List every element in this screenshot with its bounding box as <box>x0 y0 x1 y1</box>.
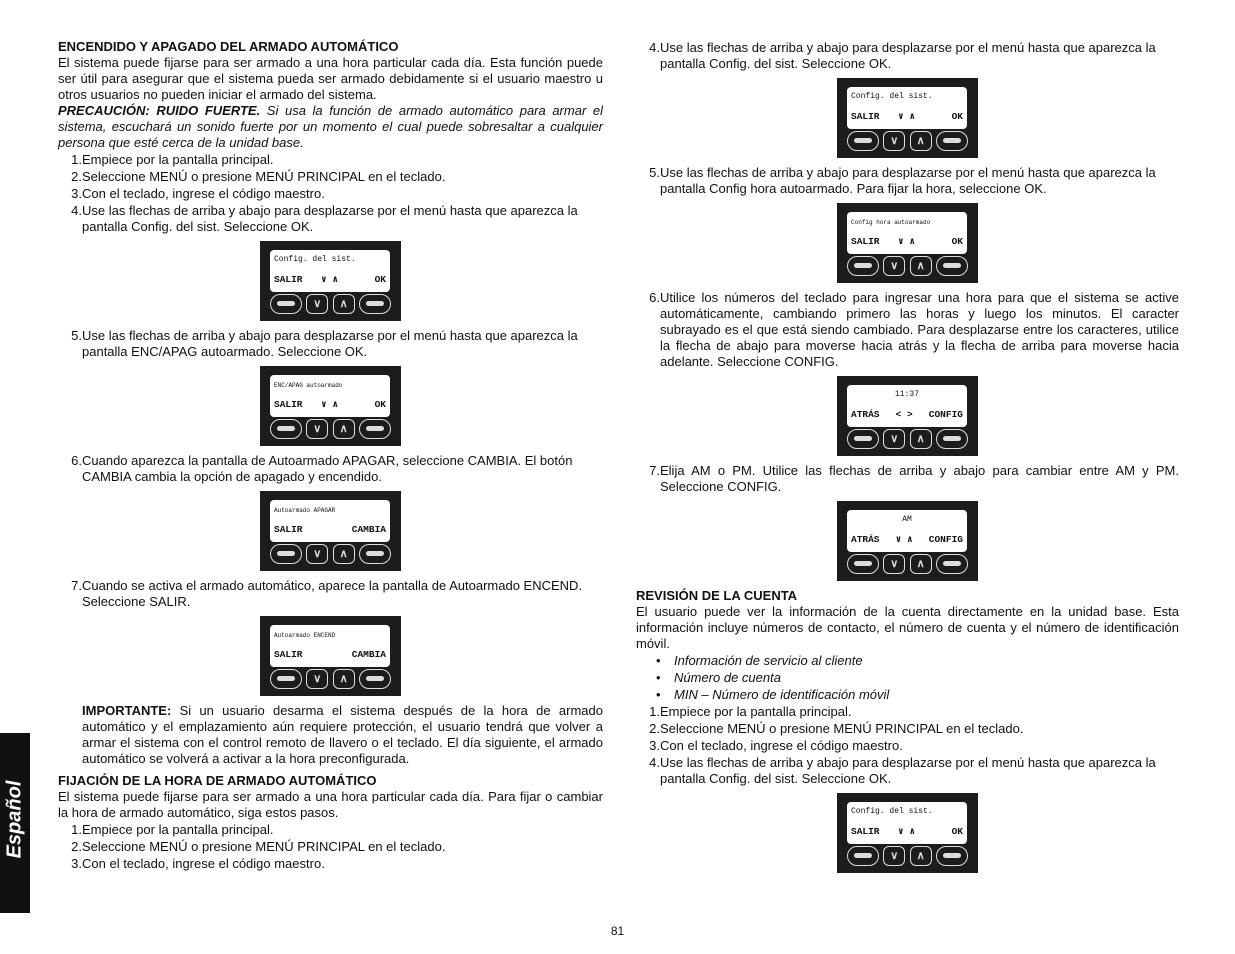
down-arrow-icon <box>306 669 328 689</box>
list-item <box>636 704 1179 720</box>
list-item <box>58 169 603 185</box>
lcd-line-1: Config. del sist. <box>851 92 933 101</box>
lcd-screen <box>847 212 967 254</box>
section-title-account-review: REVISIÓN DE LA CUENTA <box>636 588 798 603</box>
list-item <box>58 152 603 168</box>
lcd-line-1: Config. del sist. <box>851 807 933 816</box>
lcd-line-1: 11:37 <box>894 390 919 399</box>
list-item <box>58 578 603 610</box>
down-glyph: ∨ <box>313 423 322 435</box>
list-item <box>58 186 603 202</box>
lcd-arrows: ∨ ∧ <box>895 534 913 545</box>
lcd-line-1: Autoarmado ENCEND <box>274 632 336 639</box>
bullet-text: MIN – Número de identificación móvil <box>674 687 890 702</box>
up-arrow-icon <box>910 429 932 449</box>
lcd-arrows: < > <box>895 409 913 420</box>
list-item <box>58 328 603 360</box>
lcd-screen <box>847 802 967 844</box>
list-item <box>58 822 603 838</box>
bullet-text: Información de servicio al cliente <box>674 653 863 668</box>
lcd-line-2 <box>851 111 963 122</box>
right-softkey-icon <box>936 429 968 449</box>
down-arrow-icon <box>306 544 328 564</box>
down-glyph: ∨ <box>313 673 322 685</box>
step-text: Use las flechas de arriba y abajo para desplazarse por el menú hasta que aparezca la pantalla Config. del sist. Seleccione OK. <box>660 755 1156 786</box>
list-item <box>636 463 1179 495</box>
step-text: Cuando se activa el armado automático, aparece la pantalla de Autoarmado ENCEND. Seleccione SALIR. <box>82 578 583 609</box>
lcd-right-label: CONFIG <box>928 534 963 545</box>
bullet-icon: • <box>656 653 661 668</box>
lcd-buttons <box>847 554 968 576</box>
right-softkey-icon <box>359 544 391 564</box>
lcd-buttons <box>270 544 391 566</box>
step-text: Con el teclado, ingrese el código maestro. <box>82 186 325 201</box>
up-arrow-icon <box>910 846 932 866</box>
lcd-line-2 <box>851 826 963 837</box>
right-softkey-icon <box>936 256 968 276</box>
list-item <box>58 856 603 872</box>
up-glyph: ∧ <box>339 548 348 560</box>
lcd-line-1: AM <box>902 515 912 524</box>
lcd-line-1: Config hora autoarmado <box>851 219 931 226</box>
down-arrow-icon <box>883 131 905 151</box>
down-arrow-icon <box>306 419 328 439</box>
up-arrow-icon <box>333 294 355 314</box>
step-text: Empiece por la pantalla principal. <box>82 152 274 167</box>
lcd-line-1: Config. del sist. <box>274 255 356 264</box>
down-glyph: ∨ <box>890 433 899 445</box>
down-arrow-icon <box>306 294 328 314</box>
lcd-right-label: OK <box>951 111 963 122</box>
right-softkey-icon <box>359 294 391 314</box>
lcd-left-label: SALIR <box>851 236 880 247</box>
keypad-display <box>260 366 401 446</box>
lcd-illustration <box>636 501 1179 581</box>
up-glyph: ∧ <box>916 135 925 147</box>
caution-label: PRECAUCIÓN: RUIDO FUERTE. <box>58 103 261 118</box>
lcd-right-label: OK <box>951 826 963 837</box>
lcd-arrows: ∨ ∧ <box>897 111 916 122</box>
keypad-display <box>837 203 978 283</box>
account-review-intro: El usuario puede ver la información de la cuenta directamente en la unidad base. Esta información incluye números de contacto, el número de cuenta y el número de identificación móvil. <box>636 604 1179 651</box>
up-arrow-icon <box>910 554 932 574</box>
list-item <box>636 721 1179 737</box>
step-number: 2. <box>71 169 82 184</box>
keypad-display <box>837 78 978 158</box>
important-note <box>58 703 603 767</box>
section-title-set-time: FIJACIÓN DE LA HORA DE ARMADO AUTOMÁTICO <box>58 773 377 788</box>
lcd-arrows: ∨ ∧ <box>320 399 339 410</box>
lcd-right-label: OK <box>374 399 386 410</box>
step-text: Cuando aparezca la pantalla de Autoarmado APAGAR, seleccione CAMBIA. El botón CAMBIA cambia la opción de apagado y encendido. <box>82 453 573 484</box>
step-text: Con el teclado, ingrese el código maestro. <box>82 856 325 871</box>
step-text: Seleccione MENÚ o presione MENÚ PRINCIPAL en el teclado. <box>82 169 446 184</box>
step-number: 7. <box>649 463 660 478</box>
lcd-arrows: ∨ ∧ <box>320 274 339 285</box>
up-glyph: ∧ <box>339 298 348 310</box>
side-tab-label: Español <box>3 780 26 859</box>
step-number: 5. <box>649 165 660 180</box>
lcd-line-2 <box>851 534 963 545</box>
down-glyph: ∨ <box>313 548 322 560</box>
step-number: 7. <box>71 578 82 593</box>
right-softkey-icon <box>359 669 391 689</box>
bullet-text: Número de cuenta <box>674 670 781 685</box>
lcd-screen <box>270 250 390 292</box>
lcd-screen <box>270 375 390 417</box>
lcd-screen <box>847 510 967 552</box>
left-softkey-icon <box>270 419 302 439</box>
list-item <box>636 40 1179 72</box>
step-number: 1. <box>71 822 82 837</box>
list-item <box>58 203 603 235</box>
up-glyph: ∧ <box>916 433 925 445</box>
lcd-left-label: ATRÁS <box>851 534 880 545</box>
up-arrow-icon <box>910 131 932 151</box>
lcd-buttons <box>847 131 968 153</box>
keypad-display <box>837 376 978 456</box>
section-title-auto-arm: ENCENDIDO Y APAGADO DEL ARMADO AUTOMÁTICO <box>58 39 399 54</box>
lcd-screen <box>847 87 967 129</box>
step-number: 2. <box>649 721 660 736</box>
lcd-left-label: SALIR <box>851 111 880 122</box>
left-column <box>58 39 603 873</box>
bullet-icon: • <box>656 670 661 685</box>
left-softkey-icon <box>847 256 879 276</box>
lcd-illustration <box>58 491 603 571</box>
caution-paragraph <box>58 103 603 151</box>
left-softkey-icon <box>847 429 879 449</box>
step-number: 4. <box>71 203 82 218</box>
step-number: 6. <box>649 290 660 305</box>
list-item <box>636 755 1179 787</box>
lcd-right-label: CAMBIA <box>351 649 386 660</box>
up-arrow-icon <box>333 544 355 564</box>
keypad-display <box>837 793 978 873</box>
lcd-line-2 <box>851 409 963 420</box>
lcd-illustration <box>636 376 1179 456</box>
step-text: Use las flechas de arriba y abajo para desplazarse por el menú hasta que aparezca la pantalla Config hora autoarmado. Para fijar la hora, seleccione OK. <box>660 165 1156 196</box>
lcd-buttons <box>270 419 391 441</box>
lcd-line-1: Autoarmado APAGAR <box>274 507 336 514</box>
lcd-line-2 <box>274 274 386 285</box>
lcd-illustration <box>58 616 603 696</box>
lcd-left-label: SALIR <box>274 399 303 410</box>
lcd-left-label: SALIR <box>274 524 303 535</box>
lcd-right-label: OK <box>951 236 963 247</box>
lcd-arrows: ∨ ∧ <box>897 826 916 837</box>
lcd-illustration <box>58 241 603 321</box>
list-item <box>58 839 603 855</box>
lcd-screen <box>270 625 390 667</box>
step-text: Empiece por la pantalla principal. <box>82 822 274 837</box>
list-item <box>636 290 1179 370</box>
bullet-icon: • <box>656 687 661 702</box>
step-number: 1. <box>71 152 82 167</box>
step-number: 2. <box>71 839 82 854</box>
caution-text: Si usa la función de armado automático para armar el sistema, escuchará un sonido fuerte por un momento el cual puede sobresaltar a cualquier persona que esté cerca de la unidad base. <box>58 103 604 150</box>
up-glyph: ∧ <box>916 558 925 570</box>
step-text: Use las flechas de arriba y abajo para desplazarse por el menú hasta que aparezca la pantalla Config. del sist. Seleccione OK. <box>82 203 578 234</box>
lcd-buttons <box>270 669 391 691</box>
left-softkey-icon <box>270 544 302 564</box>
lcd-buttons <box>847 256 968 278</box>
up-arrow-icon <box>333 419 355 439</box>
lcd-line-2 <box>274 399 386 410</box>
list-item <box>636 165 1179 197</box>
step-number: 4. <box>649 755 660 770</box>
keypad-display <box>837 501 978 581</box>
lcd-arrows: ∨ ∧ <box>897 236 916 247</box>
step-number: 3. <box>71 186 82 201</box>
down-arrow-icon <box>883 846 905 866</box>
right-softkey-icon <box>936 846 968 866</box>
lcd-illustration <box>58 366 603 446</box>
up-arrow-icon <box>333 669 355 689</box>
important-text: Si un usuario desarma el sistema después de la hora de armado automático y el emplazamiento aún requiere protección, el usuario tendrá que volver a armar el sistema con el control remoto de llavero o el teclado. El día siguiente, el armado automático se volverá a activar a la hora preconfigurada. <box>82 703 603 766</box>
step-number: 3. <box>649 738 660 753</box>
down-glyph: ∨ <box>313 298 322 310</box>
keypad-display <box>260 616 401 696</box>
page-number: 81 <box>610 924 625 938</box>
lcd-line-2 <box>851 236 963 247</box>
lcd-line-1: ENC/APAG autoarmado <box>274 382 343 389</box>
lcd-left-label: SALIR <box>851 826 880 837</box>
down-glyph: ∨ <box>890 135 899 147</box>
step-number: 6. <box>71 453 82 468</box>
left-softkey-icon <box>270 294 302 314</box>
lcd-left-label: SALIR <box>274 274 303 285</box>
list-item <box>58 453 603 485</box>
right-softkey-icon <box>359 419 391 439</box>
down-arrow-icon <box>883 554 905 574</box>
up-glyph: ∧ <box>339 423 348 435</box>
left-softkey-icon <box>847 131 879 151</box>
auto-arm-intro: El sistema puede fijarse para ser armado a una hora particular cada día. Esta función puede ser útil para asegurar que el sistema pueda ser armado debidamente si el usuario maestro u otros usuarios no pueden iniciar el armado del sistema. <box>58 55 603 102</box>
down-arrow-icon <box>883 429 905 449</box>
lcd-buttons <box>847 429 968 451</box>
lcd-left-label: SALIR <box>274 649 303 660</box>
down-arrow-icon <box>883 256 905 276</box>
up-glyph: ∧ <box>916 850 925 862</box>
list-item <box>636 738 1179 754</box>
lcd-left-label: ATRÁS <box>851 409 880 420</box>
step-text: Empiece por la pantalla principal. <box>660 704 852 719</box>
step-text: Use las flechas de arriba y abajo para desplazarse por el menú hasta que aparezca la pantalla Config. del sist. Seleccione OK. <box>660 40 1156 71</box>
set-time-intro: El sistema puede fijarse para ser armado a una hora particular cada día. Para fijar o cambiar la hora de armado automático, siga estos pasos. <box>58 789 603 820</box>
right-softkey-icon <box>936 554 968 574</box>
step-number: 5. <box>71 328 82 343</box>
list-item <box>636 653 1179 669</box>
step-number: 3. <box>71 856 82 871</box>
up-glyph: ∧ <box>916 260 925 272</box>
lcd-right-label: OK <box>374 274 386 285</box>
right-column <box>636 39 1179 880</box>
up-arrow-icon <box>910 256 932 276</box>
step-text: Elija AM o PM. Utilice las flechas de arriba y abajo para cambiar entre AM y PM. Seleccione CONFIG. <box>660 463 1179 494</box>
lcd-right-label: CAMBIA <box>351 524 386 535</box>
step-number: 1. <box>649 704 660 719</box>
up-glyph: ∧ <box>339 673 348 685</box>
lcd-buttons <box>847 846 968 868</box>
lcd-right-label: CONFIG <box>928 409 963 420</box>
list-item <box>636 670 1179 686</box>
down-glyph: ∨ <box>890 850 899 862</box>
language-side-tab <box>0 733 30 913</box>
lcd-screen <box>847 385 967 427</box>
lcd-illustration <box>636 203 1179 283</box>
lcd-line-2 <box>274 649 386 660</box>
lcd-buttons <box>270 294 391 316</box>
down-glyph: ∨ <box>890 558 899 570</box>
list-item <box>636 687 1179 703</box>
lcd-illustration <box>636 793 1179 873</box>
step-text: Seleccione MENÚ o presione MENÚ PRINCIPAL en el teclado. <box>82 839 446 854</box>
left-softkey-icon <box>847 554 879 574</box>
step-number: 4. <box>649 40 660 55</box>
down-glyph: ∨ <box>890 260 899 272</box>
keypad-display <box>260 241 401 321</box>
important-label: IMPORTANTE: <box>82 703 172 718</box>
left-softkey-icon <box>847 846 879 866</box>
step-text: Con el teclado, ingrese el código maestro. <box>660 738 903 753</box>
lcd-illustration <box>636 78 1179 158</box>
lcd-screen <box>270 500 390 542</box>
right-softkey-icon <box>936 131 968 151</box>
step-text: Use las flechas de arriba y abajo para desplazarse por el menú hasta que aparezca la pantalla ENC/APAG autoarmado. Seleccione OK. <box>82 328 578 359</box>
left-softkey-icon <box>270 669 302 689</box>
step-text: Utilice los números del teclado para ingresar una hora para que el sistema se active automáticamente, cambiando primero las horas y luego los minutos. El caracter subrayado es el que está siendo cambiado. Para desplazarse entre los caracteres, utilice la flecha de abajo para moverse hacia atrás y la flecha de arriba para moverse hacia adelante. Seleccione CONFIG. <box>660 290 1179 369</box>
keypad-display <box>260 491 401 571</box>
lcd-line-2 <box>274 524 386 535</box>
step-text: Seleccione MENÚ o presione MENÚ PRINCIPAL en el teclado. <box>660 721 1024 736</box>
